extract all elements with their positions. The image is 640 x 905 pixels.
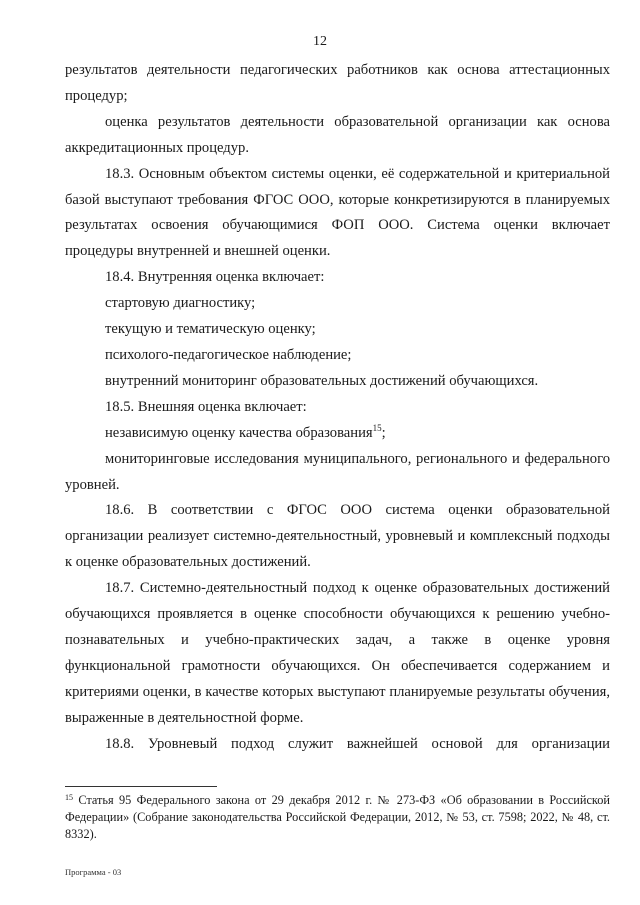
paragraph-results-organization: оценка результатов деятельности образовательной организации как основа аккредитационных процедур. — [65, 113, 610, 156]
paragraph-18-3: 18.3. Основным объектом системы оценки, её содержательной и критериальной базой выступают требования ФГОС ООО, которые конкретизируются в планируемых результатах освоения обучающимися ФОП ООО. Система оценки включает процедуры внутренней и внешней оценки. — [65, 165, 610, 260]
list-item-independent-assessment-text: независимую оценку качества образования — [105, 424, 373, 441]
footnote-15 — [65, 792, 610, 843]
paragraph-18-4: 18.4. Внутренняя оценка включает: — [105, 269, 325, 286]
paragraph-results-teachers: результатов деятельности педагогических работников как основа аттестационных процедур; — [65, 62, 610, 104]
body-text — [65, 58, 610, 757]
list-item-internal-monitoring: внутренний мониторинг образовательных достижений обучающихся. — [105, 372, 539, 389]
footer-label: Программа - 03 — [65, 867, 122, 877]
list-item-independent-assessment-tail: ; — [381, 424, 386, 441]
paragraph-18-7: 18.7. Системно-деятельностный подход к оценке образовательных достижений обучающихся проявляется в оценке способности обучающихся к решению учебно-познавательных и учебно-практических задач, а также в оценке уровня функциональной грамотности обучающихся. Он обеспечивается содержанием и критериями оценки, в качестве которых выступают планируемые результаты обучения, выраженные в деятельностной форме. — [65, 580, 610, 726]
list-item-independent-assessment — [65, 421, 610, 447]
list-item-observation: психолого-педагогическое наблюдение; — [105, 346, 352, 363]
list-item-current-assessment: текущую и тематическую оценку; — [105, 321, 316, 338]
paragraph-18-8: 18.8. Уровневый подход служит важнейшей основой для организации — [105, 735, 610, 752]
footnote-text: Статья 95 Федерального закона от 29 декабря 2012 г. № 273-ФЗ «Об образовании в Российской Федерации» (Собрание законодательства Российской Федерации, 2012, № 53, ст. 7598; 2022, № 48, ст. 8332). — [65, 793, 610, 841]
list-item-start-diagnostics: стартовую диагностику; — [105, 295, 256, 312]
paragraph-18-5: 18.5. Внешняя оценка включает: — [105, 398, 307, 415]
footnote-number: 15 — [65, 793, 73, 802]
page-number: 12 — [313, 34, 327, 49]
paragraph-18-6: 18.6. В соответствии с ФГОС ООО система оценки образовательной организации реализует системно-деятельностный, уровневый и комплексный подходы к оценке образовательных достижений. — [65, 502, 610, 571]
list-item-monitoring-studies: мониторинговые исследования муниципального, регионального и федерального уровней. — [65, 450, 610, 493]
footnote-ref-15[interactable]: 15 — [372, 422, 382, 433]
footnote-divider — [65, 786, 217, 787]
